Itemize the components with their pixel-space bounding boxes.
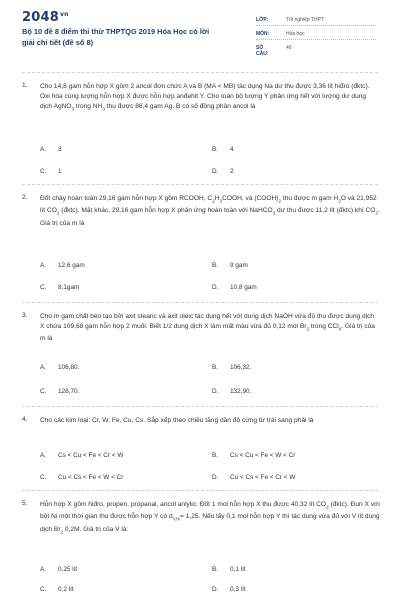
count-value: 40 bbox=[286, 45, 292, 51]
option-b[interactable]: B. 106,32. bbox=[212, 364, 252, 371]
option-c[interactable]: C. 1 bbox=[40, 168, 62, 175]
option-b[interactable]: B. 9 gam bbox=[212, 262, 248, 269]
document-header bbox=[0, 0, 400, 64]
option-d[interactable]: D. 0,3 lít bbox=[212, 586, 246, 593]
question-number: 3. bbox=[22, 312, 28, 319]
question-text: Cho 14,8 gam hỗn hợp X gồm 2 ancol đơn chức A và B (MA < MB) tác dụng Na dư thu được 3,36 lít hiđro (đktc). Oxi hóa cùng lượng hỗn hợp X được hỗn hợp anđehit Y. Cho toàn bộ lượng Y phản ứng hết với lượng dư dung dịch AgNO$_3$ trong $NH_3$ thu được 86,4 gam Ag. B có số đồng phân ancol là bbox=[40, 83, 370, 112]
option-a[interactable]: A. 12,6 gam bbox=[40, 262, 85, 269]
option-d[interactable]: D. 2 bbox=[212, 168, 234, 175]
option-c[interactable]: C. 8,1gam bbox=[40, 284, 80, 291]
option-c[interactable]: C. Cu < Cs < Fe < W < Cr bbox=[40, 474, 124, 481]
divider bbox=[22, 406, 378, 407]
question-number: 1. bbox=[22, 82, 28, 89]
option-c[interactable]: C. 0,2 lít bbox=[40, 586, 74, 593]
logo bbox=[22, 10, 69, 25]
divider bbox=[22, 72, 378, 73]
option-c[interactable]: C. 128,70. bbox=[40, 388, 80, 395]
subject-label: MÔN: bbox=[256, 31, 270, 37]
option-a[interactable]: A. 0,25 lít bbox=[40, 566, 78, 573]
option-a[interactable]: A. 106,80. bbox=[40, 364, 80, 371]
question-text: Hỗn hợp X gồm hiđro, propen, propanal, ancol anlylic. Đốt 1 mol hỗn hợp X thu được 40,32 lít $CO_2$ (đktc). Đun X với bột Ni một thời gian thu được hỗn hợp Y có $d_{Y/X}= 1,25$. Nếu lấy 0,1 mol hỗn hợp Y thì tác dụng vừa đủ với V lít dung dịch $Br_2$ 0,2M. Giá trị của V là: bbox=[40, 501, 380, 534]
subject-value: Hóa học bbox=[286, 31, 305, 37]
question-text: Cho các kim loại: Cr, W, Fe, Cu, Cs. Sắp xếp theo chiều tăng dần độ cứng từ trái sang phải là bbox=[40, 417, 314, 424]
option-b[interactable]: B. 0,1 lít bbox=[212, 566, 246, 573]
logo-text: 2048 bbox=[22, 10, 59, 25]
class-label: LỚP: bbox=[256, 17, 269, 23]
option-b[interactable]: B. 4 bbox=[212, 146, 234, 153]
option-d[interactable]: D. 132,90. bbox=[212, 388, 252, 395]
divider bbox=[22, 490, 378, 491]
question-text: Đốt cháy hoàn toàn 29,16 gam hỗn hợp X gồm RCOOH, $C_2H_3COOH$, và $(COOH)_2$ thu được m gam $H_2O$ và 21,952 lít $CO_2$ (đktc). Mặt khác, 29,16 gam hỗn hợp X phản ứng hoàn toàn với NaHCO$_3$ dư thu được 11,2 lít (đktc) khí $CO_2$. Giá trị của m là bbox=[40, 195, 380, 227]
option-a[interactable]: A. Cs < Cu < Fe < Cr < W bbox=[40, 452, 124, 459]
option-d[interactable]: D. Cu < Cs < Fe < Cr < W bbox=[212, 474, 296, 481]
divider bbox=[22, 302, 378, 303]
divider bbox=[22, 184, 378, 185]
question-number: 2. bbox=[22, 194, 28, 201]
option-d[interactable]: D. 10,8 gam bbox=[212, 284, 257, 291]
class-value: Tốt nghiệp THPT bbox=[286, 17, 324, 23]
count-label: SỐ CÂU: bbox=[256, 45, 269, 57]
logo-suffix: vn bbox=[59, 10, 69, 18]
option-a[interactable]: A. 3 bbox=[40, 146, 62, 153]
divider bbox=[256, 39, 376, 40]
document-title: Bộ 10 đề 8 điểm thi thử THPTQG 2019 Hóa Học có lời giải chi tiết (đề số 8) bbox=[22, 27, 210, 47]
question-number: 5. bbox=[22, 500, 28, 507]
option-b[interactable]: B. Cs < Cu < Fe < W < Cr bbox=[212, 452, 296, 459]
divider bbox=[256, 25, 376, 26]
question-text: Cho m gam chất béo tạo bởi axit stearic và axit oleic tác dụng hết với dung dịch NaOH vừa đủ thu được dung dịch X chứa 109,68 gam hỗn hợp 2 muối. Biết 1/2 dung dịch X làm mất màu vừa đủ 0,12 mol $Br_2$ trong CCl$_4$. Giá trị của m là bbox=[40, 313, 375, 343]
question-number: 4. bbox=[22, 416, 28, 423]
